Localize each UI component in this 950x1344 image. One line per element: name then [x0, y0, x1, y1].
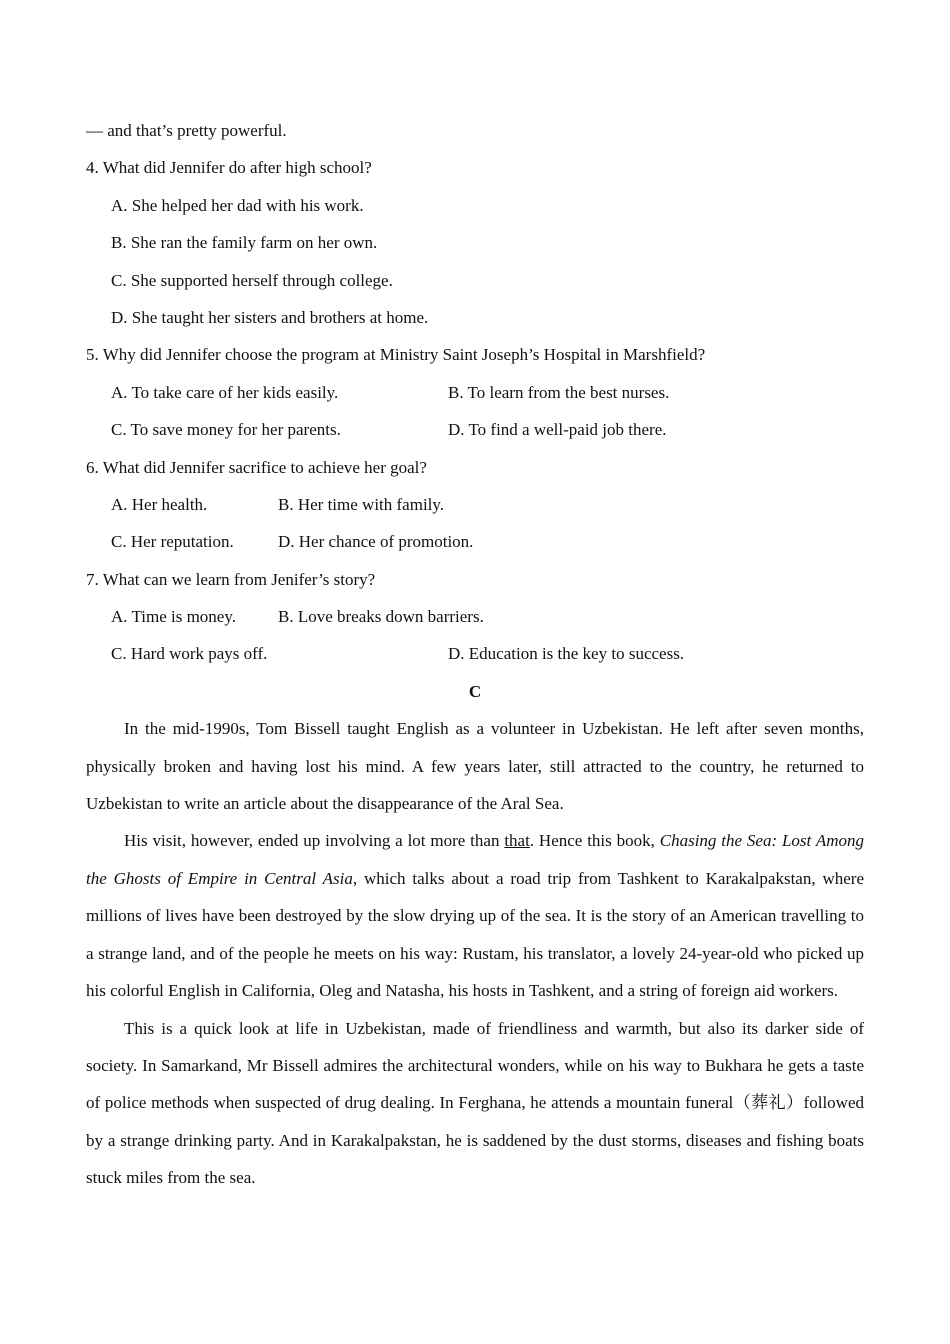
question-5-stem: 5. Why did Jennifer choose the program at Ministry Saint Joseph’s Hospital in Marshfield?: [86, 345, 706, 365]
question-4-option-a: A. She helped her dad with his work.: [111, 195, 364, 215]
book-title: Chasing the Sea: Lost Among the Ghosts of Empire in Central Asia: [86, 831, 864, 888]
question-5-options-row-2: [86, 411, 864, 448]
document-page: [86, 112, 864, 1197]
question-7-option-a: A. Time is money.: [111, 607, 237, 627]
question-6-option-d: D. Her chance of promotion.: [278, 532, 474, 552]
question-5-option-b: B. To learn from the best nurses.: [448, 382, 670, 402]
question-7-options-row-1: [86, 598, 864, 635]
paragraph-2-mid: . Hence this book,: [529, 831, 660, 851]
question-5-option-a: A. To take care of her kids easily.: [111, 382, 339, 402]
underlined-word: that: [504, 831, 530, 851]
passage-paragraph-2: [86, 822, 864, 1009]
section-heading: C: [468, 681, 482, 701]
question-6-option-c: C. Her reputation.: [111, 532, 234, 552]
question-6-stem: 6. What did Jennifer sacrifice to achieve her goal?: [86, 457, 427, 477]
question-7-option-c: C. Hard work pays off.: [111, 644, 268, 664]
question-6-option-a: A. Her health.: [111, 494, 208, 514]
question-7-option-b: B. Love breaks down barriers.: [278, 607, 484, 627]
question-7-options-row-2: [86, 635, 864, 672]
question-7-stem: 7. What can we learn from Jenifer’s story?: [86, 569, 376, 589]
intro-tail: — and that’s pretty powerful.: [86, 121, 287, 140]
question-5-options-row-1: [86, 374, 864, 411]
paragraph-2-start: His visit, however, ended up involving a lot more than: [124, 831, 505, 851]
question-6-options-row-2: [86, 523, 864, 560]
question-4-option-d: D. She taught her sisters and brothers at home.: [111, 307, 429, 327]
passage-paragraph-1: In the mid-1990s, Tom Bissell taught English as a volunteer in Uzbekistan. He left after seven months, physically broken and having lost his mind. A few years later, still attracted to the country, he returned to Uzbekistan to write an article about the disappearance of the Aral Sea.: [86, 719, 864, 814]
question-6-options-row-1: [86, 486, 864, 523]
question-5-option-d: D. To find a well-paid job there.: [448, 420, 667, 440]
question-6-option-b: B. Her time with family.: [278, 494, 445, 514]
question-5-option-c: C. To save money for her parents.: [111, 420, 341, 440]
paragraph-2-end: , which talks about a road trip from Tashkent to Karakalpakstan, where millions of lives have been destroyed by the slow drying up of the sea. It is the story of an American travelling to a strange land, and of the people he meets on his way: Rustam, his translator, a lovely 24-year-old who picked up his colorful English in California, Oleg and Natasha, his hosts in Tashkent, and a string of foreign aid workers.: [86, 868, 864, 1001]
question-7-option-d: D. Education is the key to success.: [448, 644, 685, 664]
question-4-option-b: B. She ran the family farm on her own.: [111, 233, 378, 253]
question-4-option-c: C. She supported herself through college.: [111, 270, 393, 290]
passage-paragraph-3: This is a quick look at life in Uzbekistan, made of friendliness and warmth, but also its darker side of society. In Samarkand, Mr Bissell admires the architectural wonders, while on his way to Bukhara he gets a taste of police methods when suspected of drug dealing. In Ferghana, he attends a mountain funeral（葬礼）followed by a strange drinking party. And in Karakalpakstan, he is saddened by the dust storms, diseases and fishing boats stuck miles from the sea.: [86, 1018, 864, 1188]
question-4-stem: 4. What did Jennifer do after high school?: [86, 158, 372, 178]
